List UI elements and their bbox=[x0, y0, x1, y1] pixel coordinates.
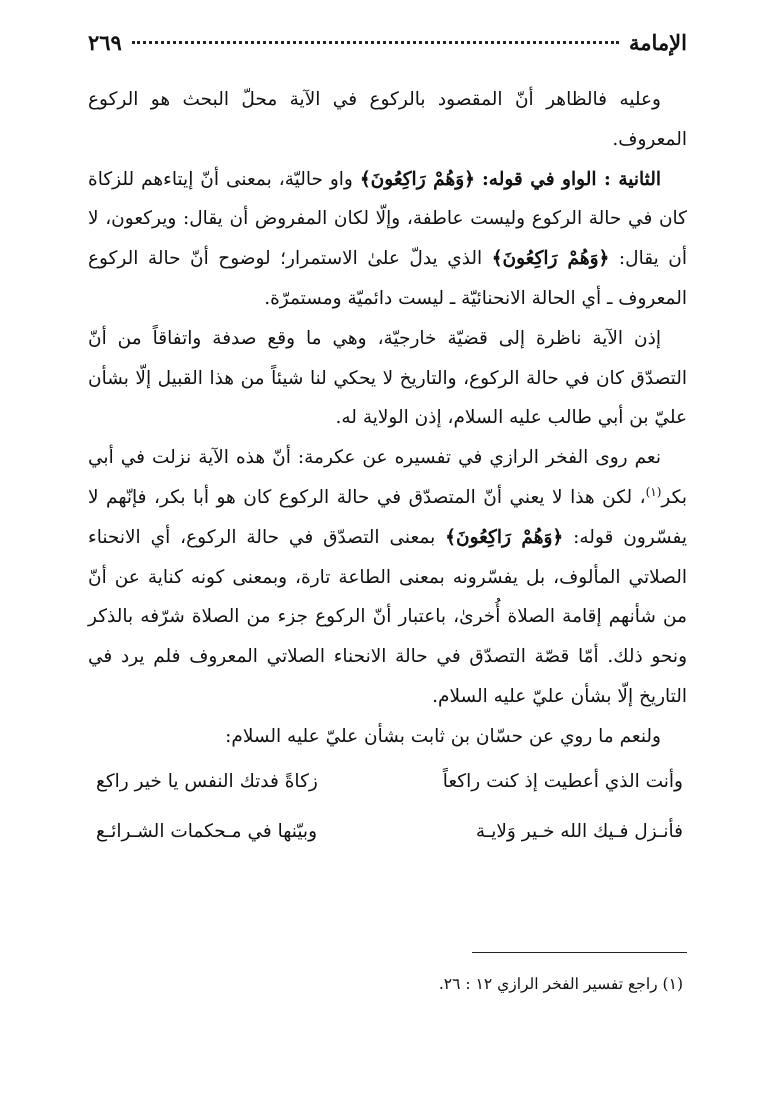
quran-verse: ﴿وَهُمْ رَاكِعُونَ﴾ bbox=[445, 526, 564, 548]
poem-hemistich-right: فأنـزل فـيك الله خـير وَلايـة bbox=[475, 820, 683, 842]
paragraph-2-text-b: الذي يدلّ علىٰ الاستمرار؛ لوضوح أنّ حالة الركوع المعروف ـ أي الحالة الانحنائيّة ـ ليست دائميّة ومستمرّة. bbox=[88, 248, 687, 309]
poem-hemistich-right: وأنت الذي أعطيت إذ كنت راكعاً bbox=[442, 770, 683, 792]
footnote-separator bbox=[472, 952, 687, 953]
paragraph-3 bbox=[88, 319, 687, 438]
paragraph-2-text-a: واو حاليّة، بمعنى أنّ إيتاءهم للزكاة كان في حالة الركوع وليست عاطفة، وإلّا لكان المفروض أن يقال: ويركعون، لا أن يقال: bbox=[88, 168, 687, 270]
paragraph-4-text-c: بمعنى التصدّق في حالة الركوع، أي الانحناء الصلاتي المألوف، بل يفسّرونه بمعنى الطاعة تارة، وبمعنى كونه كناية عن أنّ من شأنهم إقامة الصلاة أُخرىٰ، باعتبار أنّ الركوع جزء من الصلاة شرّفه بالذكر ونحو ذلك. أمّا قصّة التصدّق في حالة الانحناء الصلاتي المعروف فلم يرد في التاريخ إلّا بشأن عليّ عليه السلام. bbox=[88, 526, 687, 707]
paragraph-5 bbox=[88, 717, 687, 757]
main-text bbox=[88, 80, 687, 857]
header-dotted-leader bbox=[132, 41, 619, 44]
footnote: (١) راجع تفسير الفخر الرازي ١٢ : ٢٦. bbox=[438, 975, 683, 993]
paragraph-2-lead: الثانية : الواو في قوله: bbox=[481, 168, 661, 190]
poem-verse-2 bbox=[88, 807, 687, 857]
paragraph-1-text: وعليه فالظاهر أنّ المقصود بالركوع في الآية محلّ البحث هو الركوع المعروف. bbox=[88, 89, 687, 150]
running-header bbox=[88, 30, 687, 64]
poem-hemistich-left: زكاةً فدتك النفس يا خير راكع bbox=[96, 770, 318, 792]
quran-verse: ﴿وَهُمْ رَاكِعُونَ﴾ bbox=[491, 248, 610, 270]
page-number: ٢٦٩ bbox=[88, 30, 122, 55]
paragraph-1 bbox=[88, 80, 687, 160]
poem-verse-1 bbox=[88, 757, 687, 807]
paragraph-4-text-b: ، لكن هذا لا يعني أنّ المتصدّق في حالة الركوع كان هو أبا بكر، فإنّهم لا يفسّرون قوله: bbox=[88, 486, 687, 548]
paragraph-4-text-a: نعم روى الفخر الرازي في تفسيره عن عكرمة: أنّ هذه الآية نزلت في أبي بكر bbox=[88, 447, 687, 508]
poem-hemistich-left: وبيّنها في مـحكمات الشـرائـع bbox=[96, 820, 318, 842]
paragraph-2 bbox=[88, 160, 687, 319]
paragraph-5-text: ولنعم ما روي عن حسّان بن ثابت بشأن عليّ عليه السلام: bbox=[225, 725, 661, 747]
quran-verse: ﴿وَهُمْ رَاكِعُونَ﴾ bbox=[359, 168, 475, 190]
footnote-marker[interactable]: (١) bbox=[645, 484, 662, 499]
paragraph-4 bbox=[88, 438, 687, 717]
chapter-title: الإمامة bbox=[629, 30, 687, 55]
paragraph-3-text: إذن الآية ناظرة إلى قضيّة خارجيّة، وهي ما وقع صدفة واتفاقاً من أنّ التصدّق كان في حالة الركوع، والتاريخ لا يحكي لنا شيئاً من هذا القبيل إلّا بشأن عليّ بن أبي طالب عليه السلام، إذن الولاية له. bbox=[88, 327, 687, 429]
